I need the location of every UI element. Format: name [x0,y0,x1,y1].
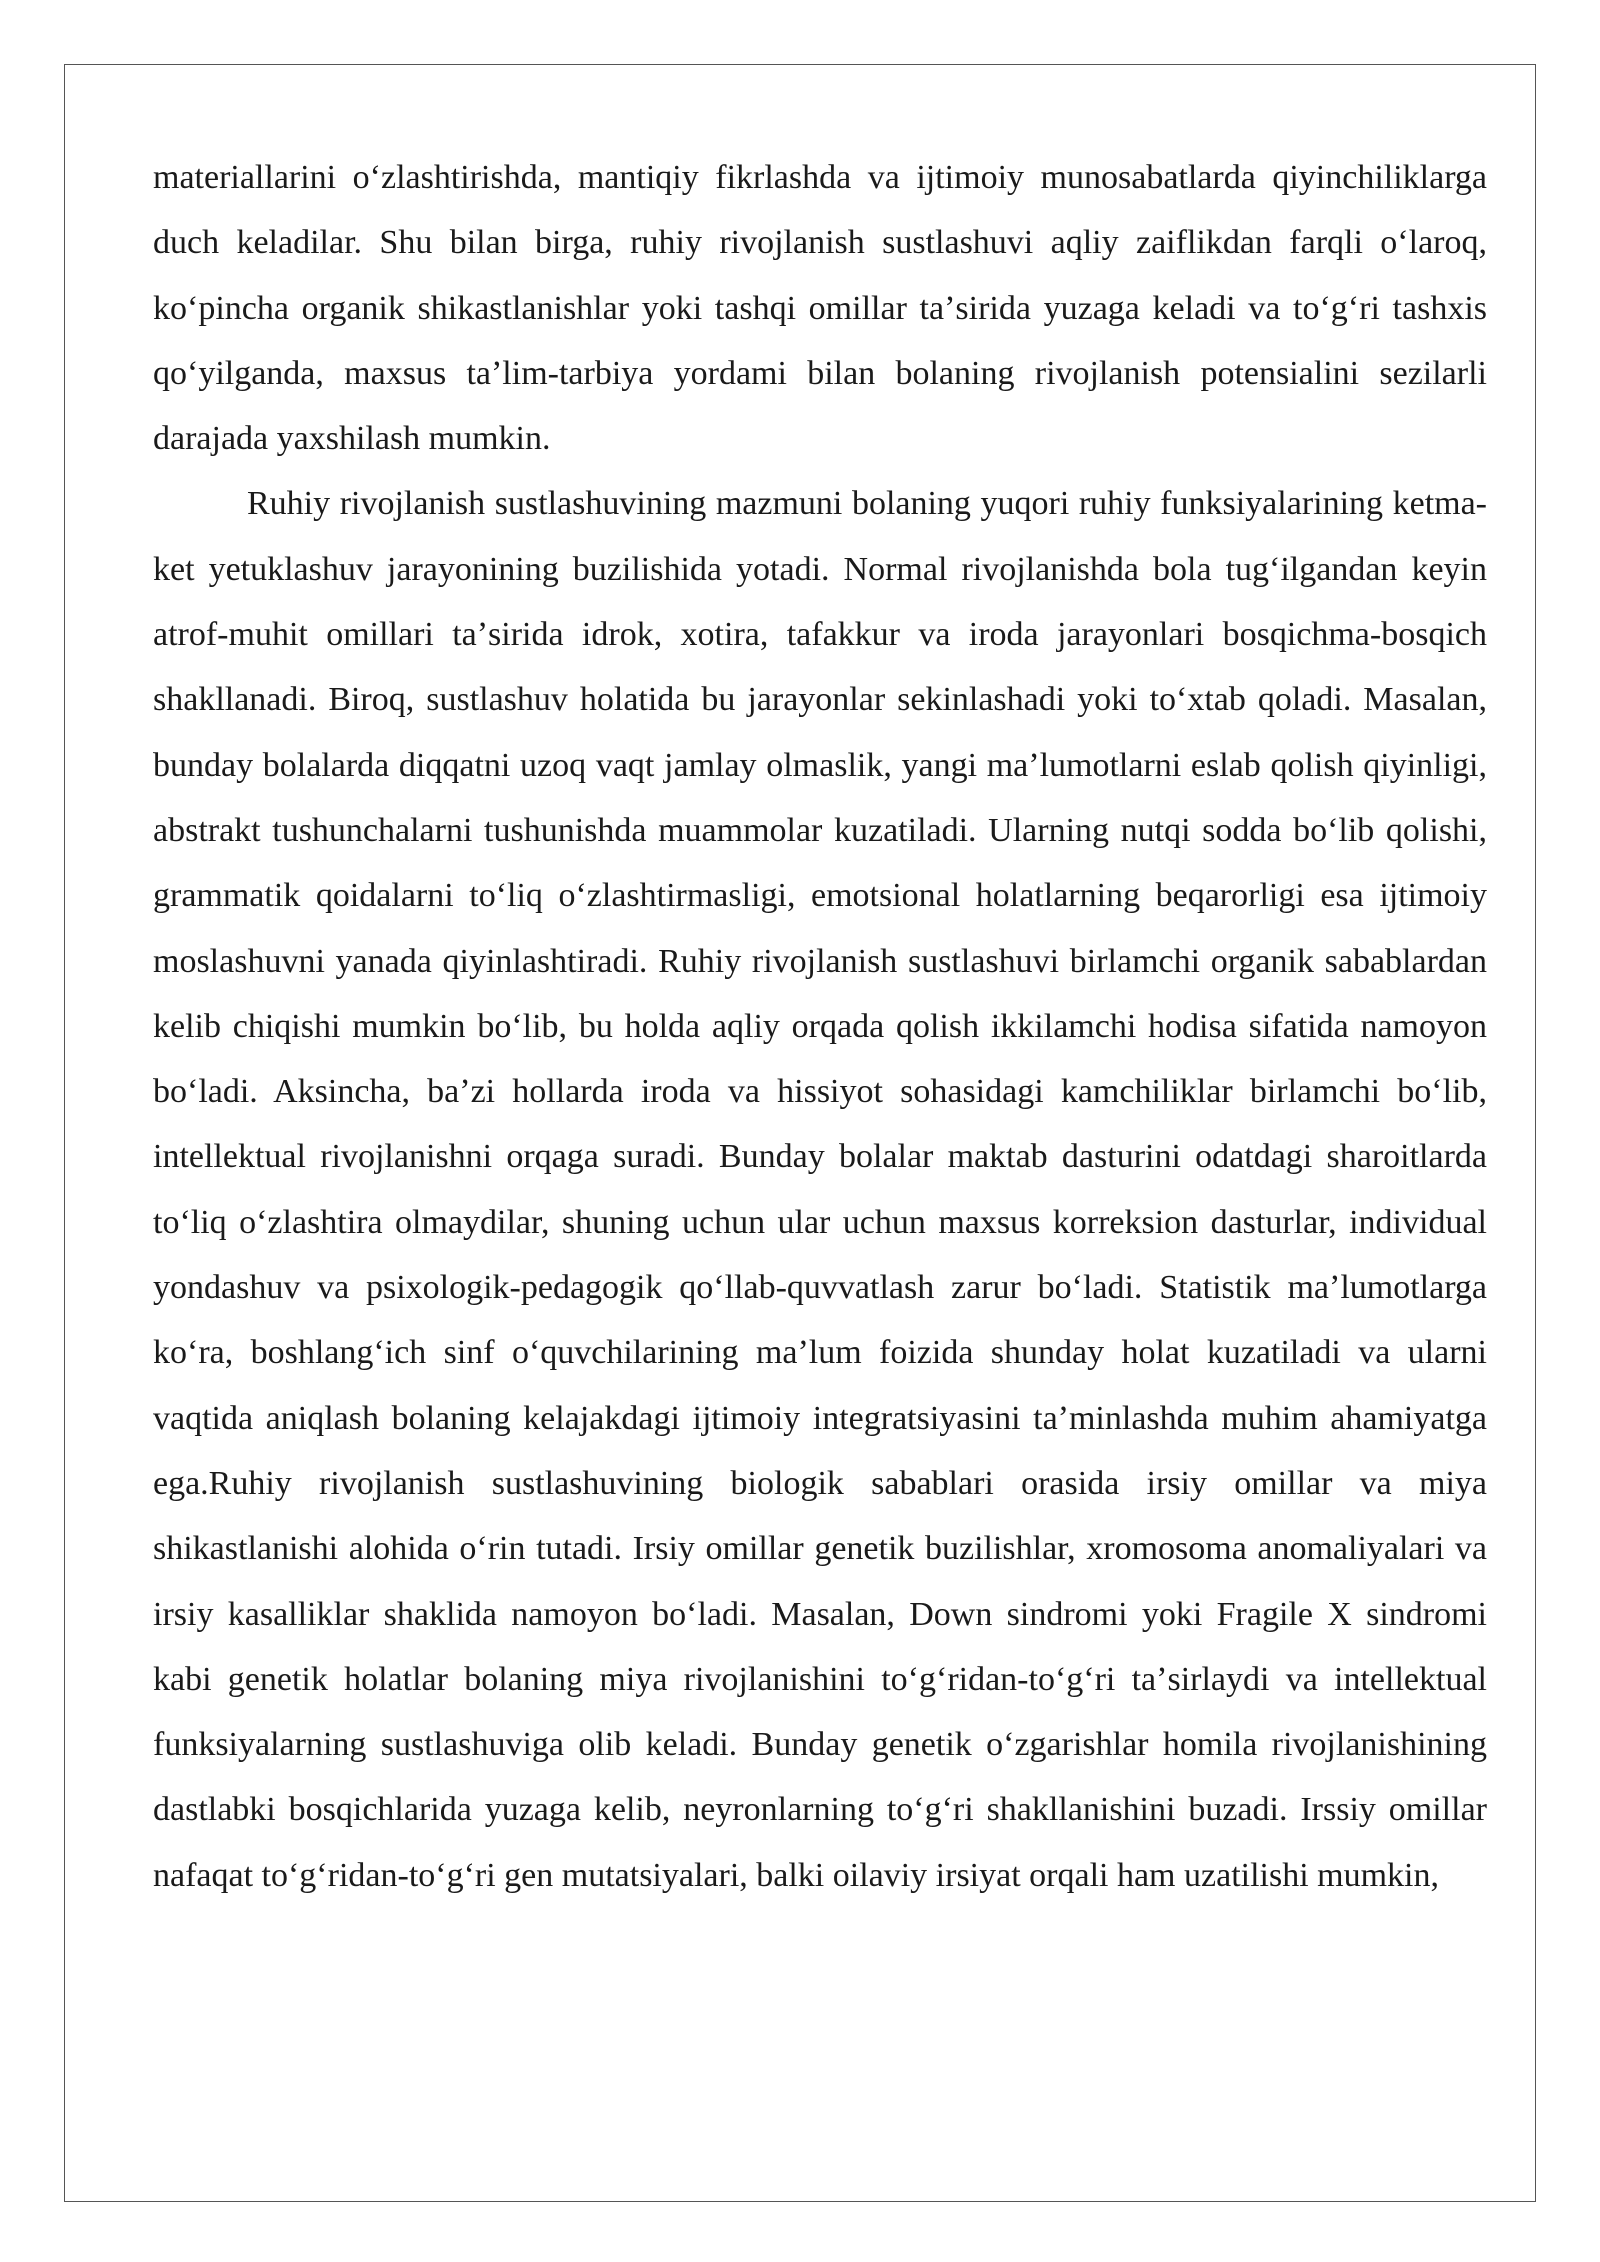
document-body [153,145,1487,1908]
paragraph-1: materiallarini oʻzlashtirishda, mantiqiy fikrlashda va ijtimoiy munosabatlarda qiyinchiliklarga duch keladilar. Shu bilan birga, ruhiy rivojlanish sustlashuvi aqliy zaiflikdan farqli oʻlaroq, koʻpincha organik shikastlanishlar yoki tashqi omillar taʼsirida yuzaga keladi va toʻgʻri tashxis qoʻyilganda, maxsus taʼlim-tarbiya yordami bilan bolaning rivojlanish potensialini sezilarli darajada yaxshilash mumkin. [153,159,1487,458]
paragraph-2: Ruhiy rivojlanish sustlashuvining mazmuni bolaning yuqori ruhiy funksiyalarining ketma-ket yetuklashuv jarayonining buzilishida yotadi. Normal rivojlanishda bola tugʻilgandan keyin atrof-muhit omillari taʼsirida idrok, xotira, tafakkur va iroda jarayonlari bosqichma-bosqich shakllanadi. Biroq, sustlashuv holatida bu jarayonlar sekinlashadi yoki toʻxtab qoladi. Masalan, bunday bolalarda diqqatni uzoq vaqt jamlay olmaslik, yangi maʼlumotlarni eslab qolish qiyinligi, abstrakt tushunchalarni tushunishda muammolar kuzatiladi. Ularning nutqi sodda boʻlib qolishi, grammatik qoidalarni toʻliq oʻzlashtirmasligi, emotsional holatlarning beqarorligi esa ijtimoiy moslashuvni yanada qiyinlashtiradi. Ruhiy rivojlanish sustlashuvi birlamchi organik sabablardan kelib chiqishi mumkin boʻlib, bu holda aqliy orqada qolish ikkilamchi hodisa sifatida namoyon boʻladi. Aksincha, baʼzi hollarda iroda va hissiyot sohasidagi kamchiliklar birlamchi boʻlib, intellektual rivojlanishni orqaga suradi. Bunday bolalar maktab dasturini odatdagi sharoitlarda toʻliq oʻzlashtira olmaydilar, shuning uchun ular uchun maxsus korreksion dasturlar, individual yondashuv va psixologik-pedagogik qoʻllab-quvvatlash zarur boʻladi. Statistik maʼlumotlarga koʻra, boshlangʻich sinf oʻquvchilarining maʼlum foizida shunday holat kuzatiladi va ularni vaqtida aniqlash bolaning kelajakdagi ijtimoiy integratsiyasini taʼminlashda muhim ahamiyatga ega.Ruhiy rivojlanish sustlashuvining biologik sabablari orasida irsiy omillar va miya shikastlanishi alohida oʻrin tutadi. Irsiy omillar genetik buzilishlar, xromosoma anomaliyalari va irsiy kasalliklar shaklida namoyon boʻladi. Masalan, Down sindromi yoki Fragile X sindromi kabi genetik holatlar bolaning miya rivojlanishini toʻgʻridan-toʻgʻri taʼsirlaydi va intellektual funksiyalarning sustlashuviga olib keladi. Bunday genetik oʻzgarishlar homila rivojlanishining dastlabki bosqichlarida yuzaga kelib, neyronlarning toʻgʻri shakllanishini buzadi. Irssiy omillar nafaqat toʻgʻridan-toʻgʻri gen mutatsiyalari, balki oilaviy irsiyat orqali ham uzatilishi mumkin, [153,485,1487,1894]
